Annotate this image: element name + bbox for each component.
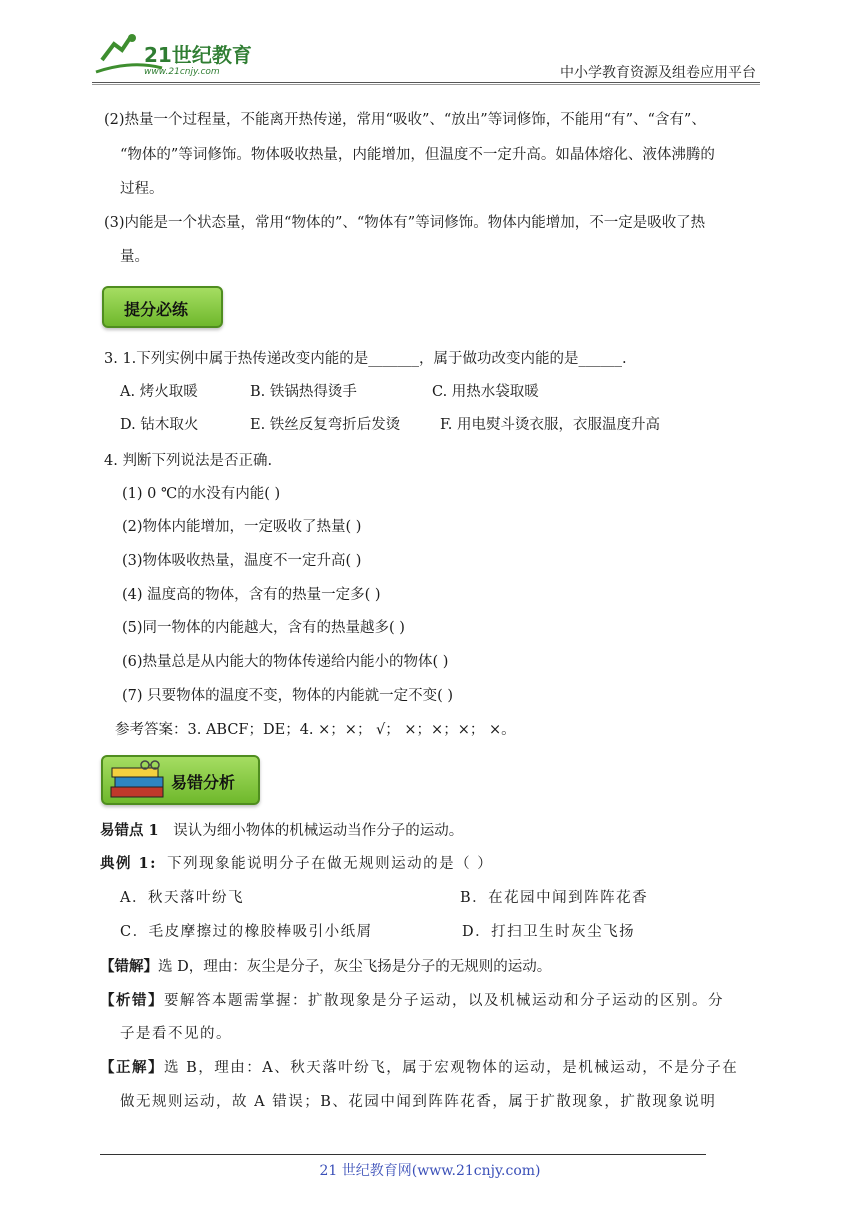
q3-option-d: D. 钻木取火 — [120, 417, 199, 433]
correct-line-2: 做无规则运动，故 A 错误；B、花园中闻到阵阵花香，属于扩散现象，扩散现象说明 — [120, 1094, 717, 1110]
q3-option-c: C. 用热水袋取暖 — [432, 384, 539, 400]
q3-option-f: F. 用电熨斗烫衣服，衣服温度升高 — [440, 417, 661, 433]
q3-option-e: E. 铁丝反复弯折后发烫 — [250, 417, 401, 433]
platform-name: 中小学教育资源及组卷应用平台 — [560, 65, 756, 81]
error-point-text: 误认为细小物体的机械运动当作分子的运动。 — [173, 823, 464, 839]
error-point-label: 易错点 1 — [100, 822, 159, 839]
q4-stem: 4. 判断下列说法是否正确. — [104, 453, 273, 469]
section-title-errors: 易错分析 — [171, 773, 236, 792]
logo-url: www.21cnjy.com — [144, 67, 220, 77]
wrong-solution — [100, 957, 551, 977]
section-badge-errors — [101, 755, 260, 805]
correct-line-1 — [100, 1058, 738, 1078]
point-2-line-3: 过程。 — [120, 181, 164, 197]
runner-logo-icon — [92, 30, 262, 80]
example-option-b: B．在花园中闻到阵阵花香 — [460, 890, 649, 906]
analysis-line-2: 子是看不见的。 — [120, 1026, 232, 1042]
q3-option-b: B. 铁锅热得烫手 — [250, 384, 357, 400]
analysis-text: 要解答本题需掌握：扩散现象是分子运动，以及机械运动和分子运动的区别。分 — [164, 993, 724, 1009]
footer-link[interactable]: 21 世纪教育网(www.21cnjy.com) — [319, 1163, 541, 1179]
example-text: 下列现象能说明分子在做无规则运动的是（ ） — [167, 856, 494, 872]
section-title-practice: 提分必练 — [124, 300, 189, 319]
q4-item: (6)热量总是从内能大的物体传递给内能小的物体( ) — [122, 654, 449, 670]
point-2-line-2: “物体的”等词修饰。物体吸收热量，内能增加，但温度不一定升高。如晶体熔化、液体沸腾的 — [120, 147, 715, 163]
example-option-d: D．打扫卫生时灰尘飞扬 — [462, 924, 636, 940]
wrong-label: 【错解】 — [100, 958, 158, 975]
q4-item: (7) 只要物体的温度不变，物体的内能就一定不变( ) — [122, 688, 454, 704]
example-option-a: A．秋天落叶纷飞 — [120, 890, 244, 906]
correct-text: 选 B，理由：A、秋天落叶纷飞，属于宏观物体的运动，是机械运动，不是分子在 — [164, 1060, 739, 1076]
q4-item: (3)物体吸收热量，温度不一定升高( ) — [122, 553, 362, 569]
analysis-label: 【析错】 — [100, 992, 164, 1009]
q3-stem: 3. 1.下列实例中属于热传递改变内能的是_______，属于做功改变内能的是______. — [104, 351, 627, 367]
q3-option-a: A. 烤火取暖 — [120, 384, 198, 400]
q4-item: (5)同一物体的内能越大，含有的热量越多( ) — [122, 620, 405, 636]
example-line — [100, 854, 493, 874]
q4-item: (2)物体内能增加，一定吸收了热量( ) — [122, 519, 362, 535]
q4-answer: 参考答案：3. ABCF；DE；4. ×；×； √； ×；×；×； ×。 — [115, 722, 516, 738]
header-divider-thin — [92, 84, 760, 85]
example-label: 典例 1: — [100, 855, 157, 872]
point-3-line-1: (3)内能是一个状态量，常用“物体的”、“物体有”等词修饰。物体内能增加，不一定是吸收了热 — [104, 215, 706, 231]
analysis-line-1 — [100, 991, 724, 1011]
footer-divider — [100, 1154, 706, 1155]
header-divider — [92, 82, 760, 83]
site-logo[interactable] — [92, 30, 262, 80]
point-2-line-1: (2)热量一个过程量，不能离开热传递，常用“吸收”、“放出”等词修饰，不能用“有”、“含有”、 — [104, 112, 706, 128]
example-option-c: C．毛皮摩擦过的橡胶棒吸引小纸屑 — [120, 924, 373, 940]
correct-label: 【正解】 — [100, 1059, 164, 1076]
error-point-line — [100, 821, 463, 841]
section-badge-practice — [102, 286, 223, 328]
logo-text: 21世纪教育 — [144, 43, 252, 67]
q4-item: (1) 0 ℃的水没有内能( ) — [122, 486, 281, 502]
wrong-text: 选 D，理由：灰尘是分子，灰尘飞扬是分子的无规则的运动。 — [158, 959, 552, 975]
q4-item: (4) 温度高的物体，含有的热量一定多( ) — [122, 587, 381, 603]
point-3-line-2: 量。 — [120, 249, 149, 265]
books-icon — [109, 759, 169, 801]
